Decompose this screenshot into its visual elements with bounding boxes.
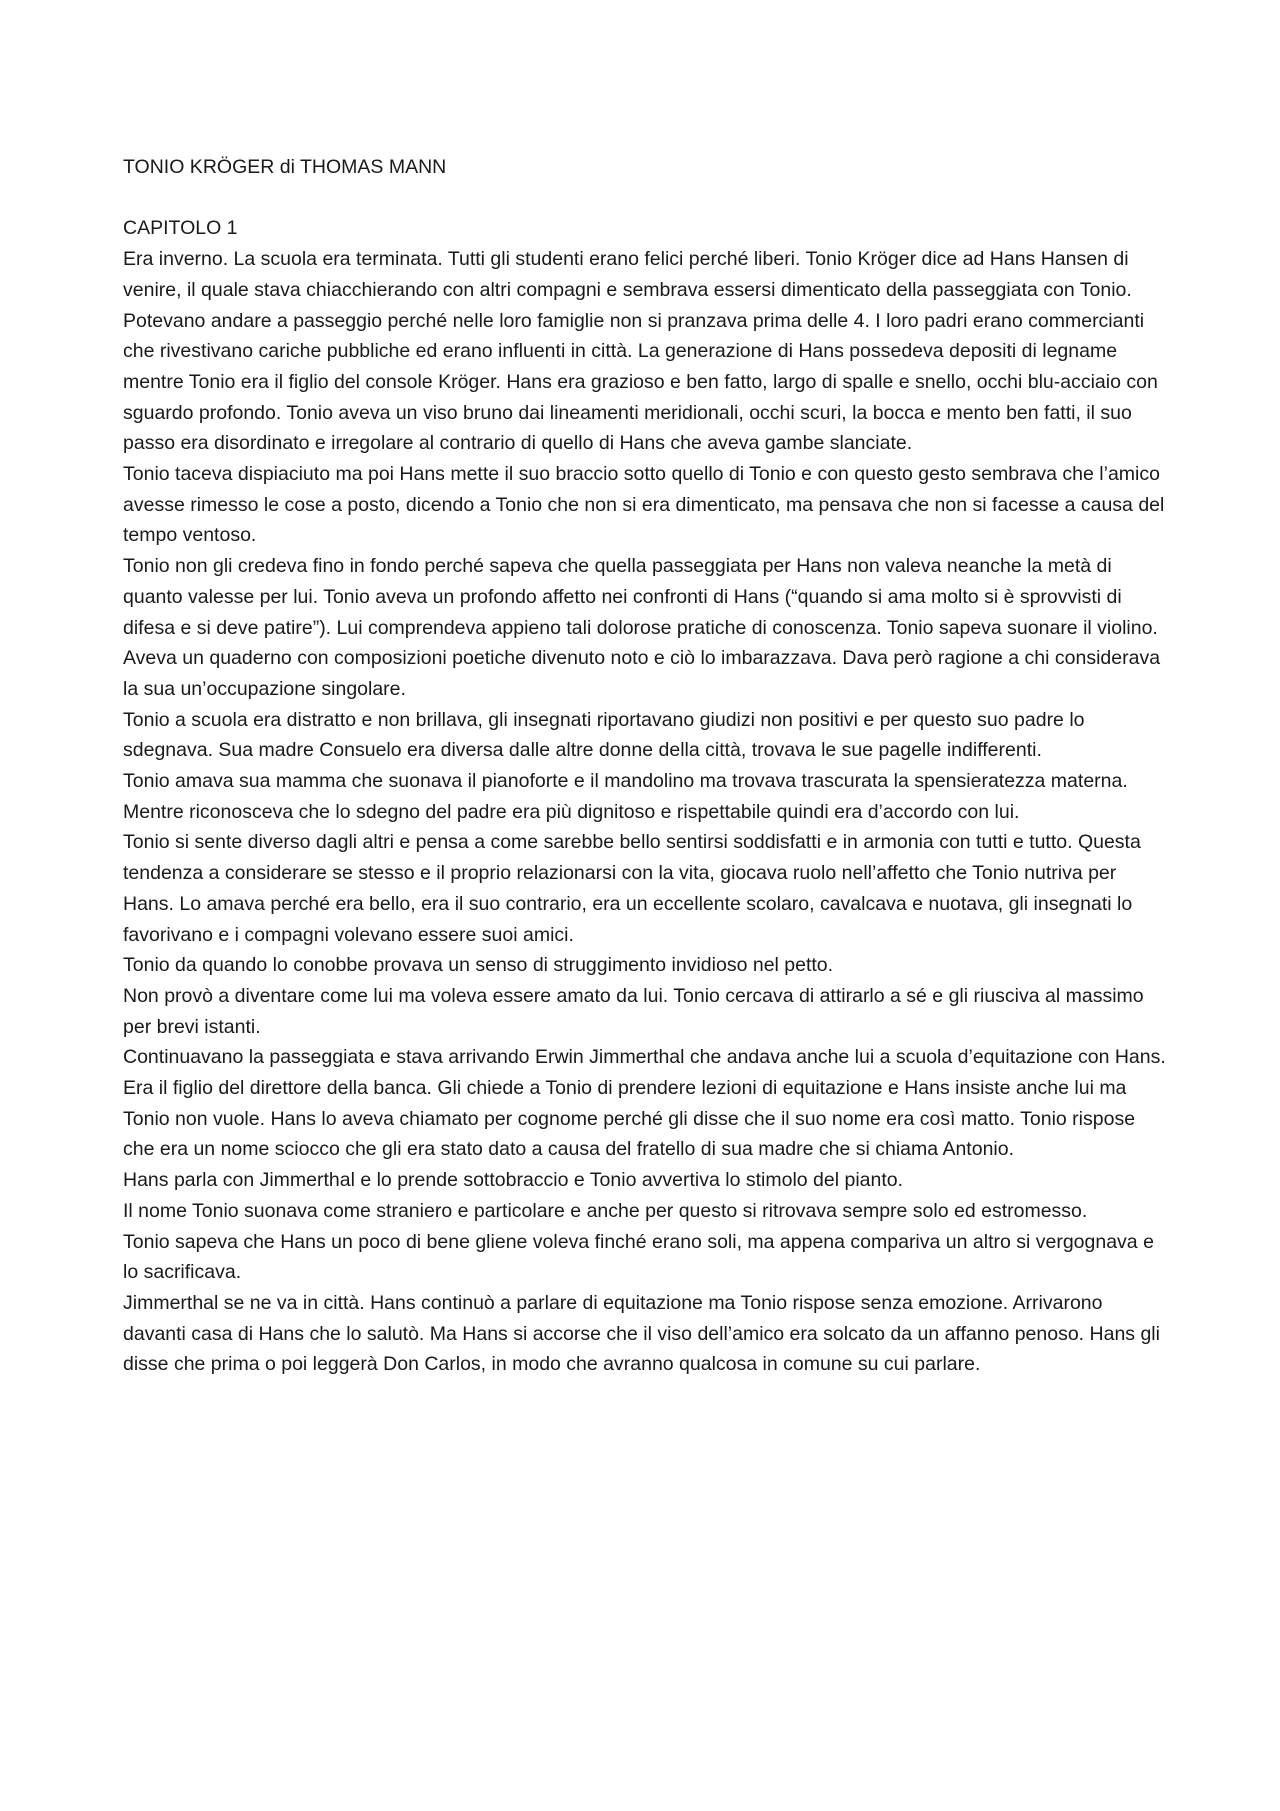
document-title: TONIO KRÖGER di THOMAS MANN [123,156,447,178]
paragraph: Tonio taceva dispiaciuto ma poi Hans mette il suo braccio sotto quello di Tonio e con questo gesto sembrava che l’amico avesse rimesso le cose a posto, dicendo a Tonio che non si era dimenticato, ma pensava che non si facesse a causa del tempo ventoso. [123,463,1165,547]
paragraph: Non provò a diventare come lui ma voleva essere amato da lui. Tonio cercava di attirarlo a sé e gli riusciva al massimo per brevi istanti. [123,984,1144,1038]
paragraph: Tonio a scuola era distratto e non brillava, gli insegnati riportavano giudizi non positivi e per questo suo padre lo sdegnava. Sua madre Consuelo era diversa dalle altre donne della città, trovava le sue pagelle indifferenti. [123,708,1085,762]
document-body [123,152,1168,1380]
paragraph: Jimmerthal se ne va in città. Hans continuò a parlare di equitazione ma Tonio rispose senza emozione. Arrivarono davanti casa di Hans che lo salutò. Ma Hans si accorse che il viso dell’amico era solcato da un affanno penoso. Hans gli disse che prima o poi leggerà Don Carlos, in modo che avranno qualcosa in comune su cui parlare. [123,1292,1160,1376]
paragraph: Tonio si sente diverso dagli altri e pensa a come sarebbe bello sentirsi soddisfatti e in armonia con tutti e tutto. Questa tendenza a considerare se stesso e il proprio relazionarsi con la vita, giocava ruolo nell’affetto che Tonio nutriva per Hans. Lo amava perché era bello, era il suo contrario, era un eccellente scolaro, cavalcava e nuotava, gli insegnati lo favorivano e i compagni volevano essere suoi amici. [123,831,1141,946]
chapter-heading: CAPITOLO 1 [123,217,238,240]
paragraph: Tonio sapeva che Hans un poco di bene gliene voleva finché erano soli, ma appena compariva un altro si vergognava e lo sacrificava. [123,1230,1154,1284]
paragraph: Continuavano la passeggiata e stava arrivando Erwin Jimmerthal che andava anche lui a scuola d’equitazione con Hans. Era il figlio del direttore della banca. Gli chiede a Tonio di prendere lezioni di equitazione e Hans insiste anche lui ma Tonio non vuole. Hans lo aveva chiamato per cognome perché gli disse che il suo nome era così matto. Tonio rispose che era un nome sciocco che gli era stato dato a causa del fratello di sua madre che si chiama Antonio. [123,1046,1166,1161]
paragraph: Tonio da quando lo conobbe provava un senso di struggimento invidioso nel petto. [123,954,834,977]
paragraph: Il nome Tonio suonava come straniero e particolare e anche per questo si ritrovava sempre solo ed estromesso. [123,1199,1088,1222]
paragraph: Tonio amava sua mamma che suonava il pianoforte e il mandolino ma trovava trascurata la spensieratezza materna. Mentre riconosceva che lo sdegno del padre era più dignitoso e rispettabile quindi era d’accordo con lui. [123,770,1128,823]
blank-line [123,183,1168,214]
paragraph: Tonio non gli credeva fino in fondo perché sapeva che quella passeggiata per Hans non valeva neanche la metà di quanto valesse per lui. Tonio aveva un profondo affetto nei confronti di Hans (“quando si ama molto si è sprovvisti di difesa e si deve patire”). Lui comprendeva appieno tali dolorose pratiche di conoscenza. Tonio sapeva suonare il violino. [123,555,1158,639]
paragraph: Era inverno. La scuola era terminata. Tutti gli studenti erano felici perché liberi. Tonio Kröger dice ad Hans Hansen di venire, il quale stava chiacchierando con altri compagni e sembrava essersi dimenticato della passeggiata con Tonio. Potevano andare a passeggio perché nelle loro famiglie non si pranzava prima delle 4. I loro padri erano commercianti che rivestivano cariche pubbliche ed erano influenti in città. La generazione di Hans possedeva depositi di legname mentre Tonio era il figlio del console Kröger. Hans era grazioso e ben fatto, largo di spalle e snello, occhi blu-acciaio con sguardo profondo. Tonio aveva un viso bruno dai lineamenti meridionali, occhi scuri, la bocca e mento ben fatti, il suo passo era disordinato e irregolare al contrario di quello di Hans che aveva gambe slanciate. [123,248,1158,455]
paragraph: Aveva un quaderno con composizioni poetiche divenuto noto e ciò lo imbarazzava. Dava però ragione a chi considerava la sua un’occupazione singolare. [123,647,1161,700]
paragraph: Hans parla con Jimmerthal e lo prende sottobraccio e Tonio avvertiva lo stimolo del pianto. [123,1169,904,1192]
